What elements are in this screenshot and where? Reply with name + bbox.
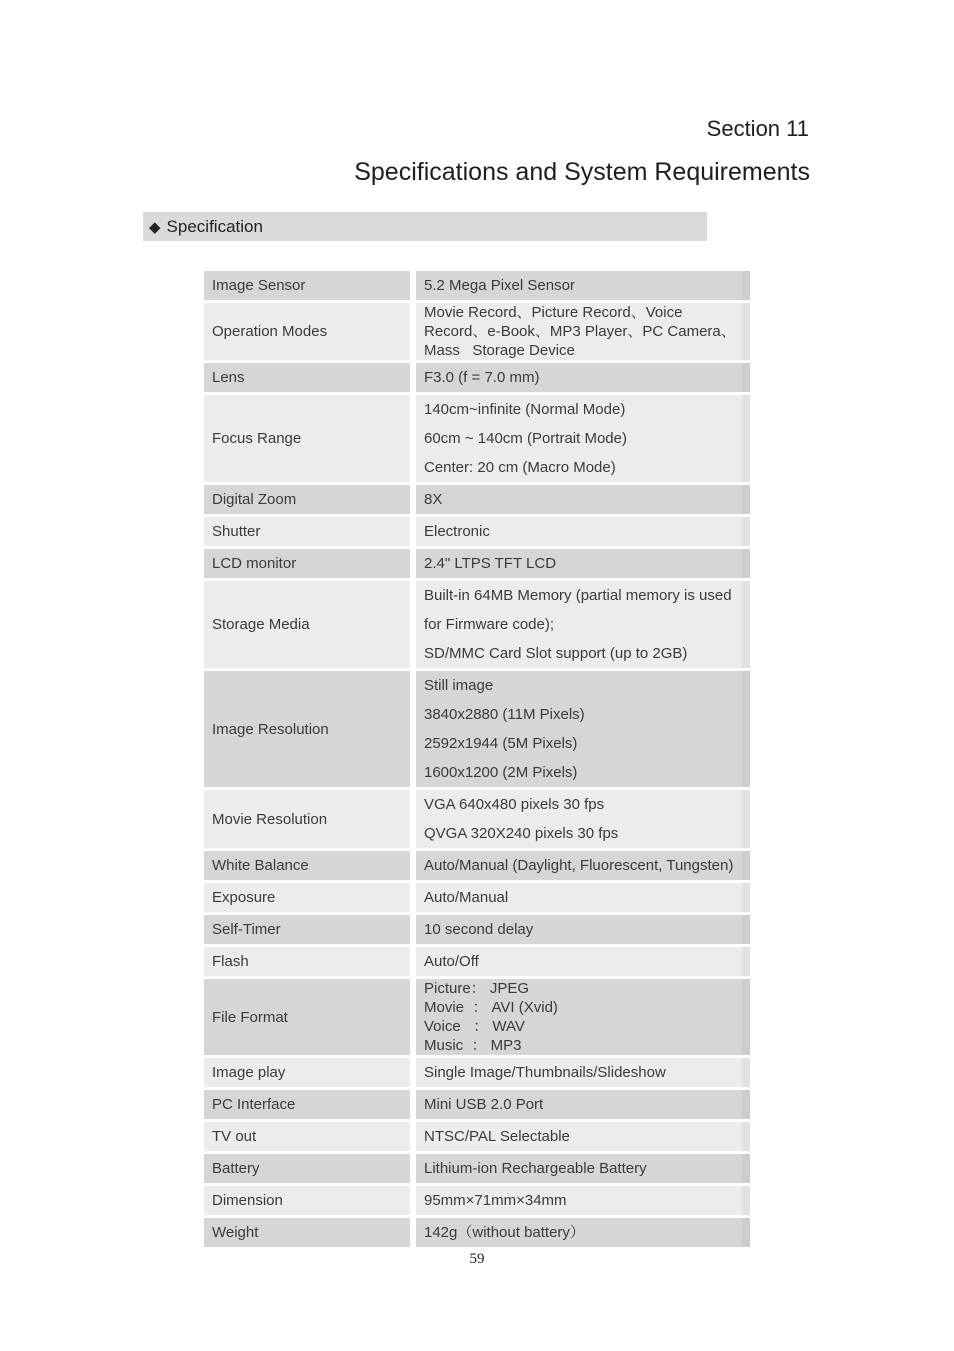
spec-row (204, 363, 750, 395)
spec-value-line: 2.4" LTPS TFT LCD (424, 555, 557, 572)
spec-name: Self-Timer (204, 915, 416, 947)
diamond-bullet-icon: ◆ (149, 218, 161, 236)
spec-value-line: Movie ： AVI (Xvid) (424, 999, 558, 1016)
spec-value-line: 2592x1944 (5M Pixels) (424, 735, 578, 752)
spec-name: Image play (204, 1058, 416, 1090)
spec-name: Digital Zoom (204, 485, 416, 517)
spec-value (416, 395, 750, 485)
spec-name: Image Sensor (204, 271, 416, 303)
spec-row (204, 671, 750, 790)
spec-row (204, 947, 750, 979)
spec-value (416, 1154, 750, 1186)
spec-value (416, 485, 750, 517)
spec-name: Focus Range (204, 395, 416, 485)
spec-value-line: 1600x1200 (2M Pixels) (424, 764, 578, 781)
spec-value (416, 947, 750, 979)
spec-name: TV out (204, 1122, 416, 1154)
spec-value-line: VGA 640x480 pixels 30 fps (424, 796, 605, 813)
spec-value (416, 790, 750, 851)
section-number: Section 11 (706, 116, 809, 141)
spec-value (416, 549, 750, 581)
spec-value-line: 10 second delay (424, 921, 534, 938)
spec-value (416, 581, 750, 671)
spec-value (416, 671, 750, 790)
spec-row (204, 395, 750, 485)
spec-value (416, 883, 750, 915)
spec-value-line: Voice ： WAV (424, 1018, 525, 1035)
spec-name: Flash (204, 947, 416, 979)
spec-name: Lens (204, 363, 416, 395)
spec-value (416, 517, 750, 549)
spec-row (204, 790, 750, 851)
spec-row (204, 517, 750, 549)
spec-value-line: 8X (424, 491, 443, 508)
spec-row (204, 1090, 750, 1122)
spec-value-line: Mini USB 2.0 Port (424, 1096, 544, 1113)
spec-name: Image Resolution (204, 671, 416, 790)
spec-name: LCD monitor (204, 549, 416, 581)
spec-value (416, 1090, 750, 1122)
spec-name: Operation Modes (204, 303, 416, 363)
spec-row (204, 1154, 750, 1186)
specification-table (204, 271, 750, 1250)
spec-value-line: Electronic (424, 523, 490, 540)
spec-value-line: NTSC/PAL Selectable (424, 1128, 570, 1145)
spec-name: White Balance (204, 851, 416, 883)
spec-name: PC Interface (204, 1090, 416, 1122)
spec-name: File Format (204, 979, 416, 1058)
spec-row (204, 549, 750, 581)
specification-heading-label: Specification (166, 216, 263, 236)
spec-name: Storage Media (204, 581, 416, 671)
spec-value-line: Picture： JPEG (424, 980, 530, 997)
spec-value (416, 271, 750, 303)
spec-row (204, 485, 750, 517)
spec-value (416, 1186, 750, 1218)
spec-value-line: for Firmware code); (424, 616, 555, 633)
spec-value-line: 3840x2880 (11M Pixels) (424, 706, 585, 723)
spec-value-line: SD/MMC Card Slot support (up to 2GB) (424, 645, 688, 662)
spec-value-line: Built-in 64MB Memory (partial memory is used (424, 587, 732, 604)
spec-row (204, 979, 750, 1058)
spec-name: Exposure (204, 883, 416, 915)
page-title: Specifications and System Requirements (354, 158, 810, 186)
spec-value-line: 5.2 Mega Pixel Sensor (424, 277, 575, 294)
spec-value (416, 303, 750, 363)
spec-value-line: 142g（without battery） (424, 1224, 585, 1241)
spec-value-line: Auto/Off (424, 953, 479, 970)
spec-value (416, 915, 750, 947)
spec-row (204, 915, 750, 947)
spec-value-line: F3.0 (f = 7.0 mm) (424, 369, 540, 386)
spec-row (204, 303, 750, 363)
spec-value (416, 1122, 750, 1154)
spec-value-line: Single Image/Thumbnails/Slideshow (424, 1064, 666, 1081)
spec-name: Shutter (204, 517, 416, 549)
spec-value-line: 95mm×71mm×34mm (424, 1192, 567, 1209)
spec-name: Dimension (204, 1186, 416, 1218)
spec-row (204, 1122, 750, 1154)
spec-row (204, 851, 750, 883)
spec-value-line: 140cm~infinite (Normal Mode) (424, 401, 626, 418)
spec-value-line: Mass Storage Device (424, 342, 575, 359)
spec-value-line: QVGA 320X240 pixels 30 fps (424, 825, 619, 842)
spec-row (204, 883, 750, 915)
spec-value-line: Auto/Manual (Daylight, Fluorescent, Tungsten) (424, 857, 734, 874)
spec-row (204, 271, 750, 303)
spec-row (204, 581, 750, 671)
spec-value-line: Auto/Manual (424, 889, 509, 906)
spec-row (204, 1218, 750, 1250)
specification-table-body (204, 271, 750, 1250)
specification-heading-bar (143, 212, 707, 241)
spec-name: Movie Resolution (204, 790, 416, 851)
spec-name: Weight (204, 1218, 416, 1250)
spec-value (416, 363, 750, 395)
spec-value (416, 851, 750, 883)
spec-name: Battery (204, 1154, 416, 1186)
spec-value-line: Lithium-ion Rechargeable Battery (424, 1160, 647, 1177)
spec-value (416, 979, 750, 1058)
spec-value-line: Center: 20 cm (Macro Mode) (424, 459, 616, 476)
spec-row (204, 1058, 750, 1090)
spec-value-line: Movie Record、Picture Record、Voice (424, 304, 683, 321)
spec-value-line: 60cm ~ 140cm (Portrait Mode) (424, 430, 627, 447)
spec-row (204, 1186, 750, 1218)
spec-value-line: Record、e-Book、MP3 Player、PC Camera、 (424, 323, 736, 340)
spec-value (416, 1058, 750, 1090)
page-number: 59 (469, 1251, 485, 1267)
spec-value-line: Still image (424, 677, 494, 694)
spec-value-line: Music ： MP3 (424, 1037, 522, 1054)
spec-value (416, 1218, 750, 1250)
